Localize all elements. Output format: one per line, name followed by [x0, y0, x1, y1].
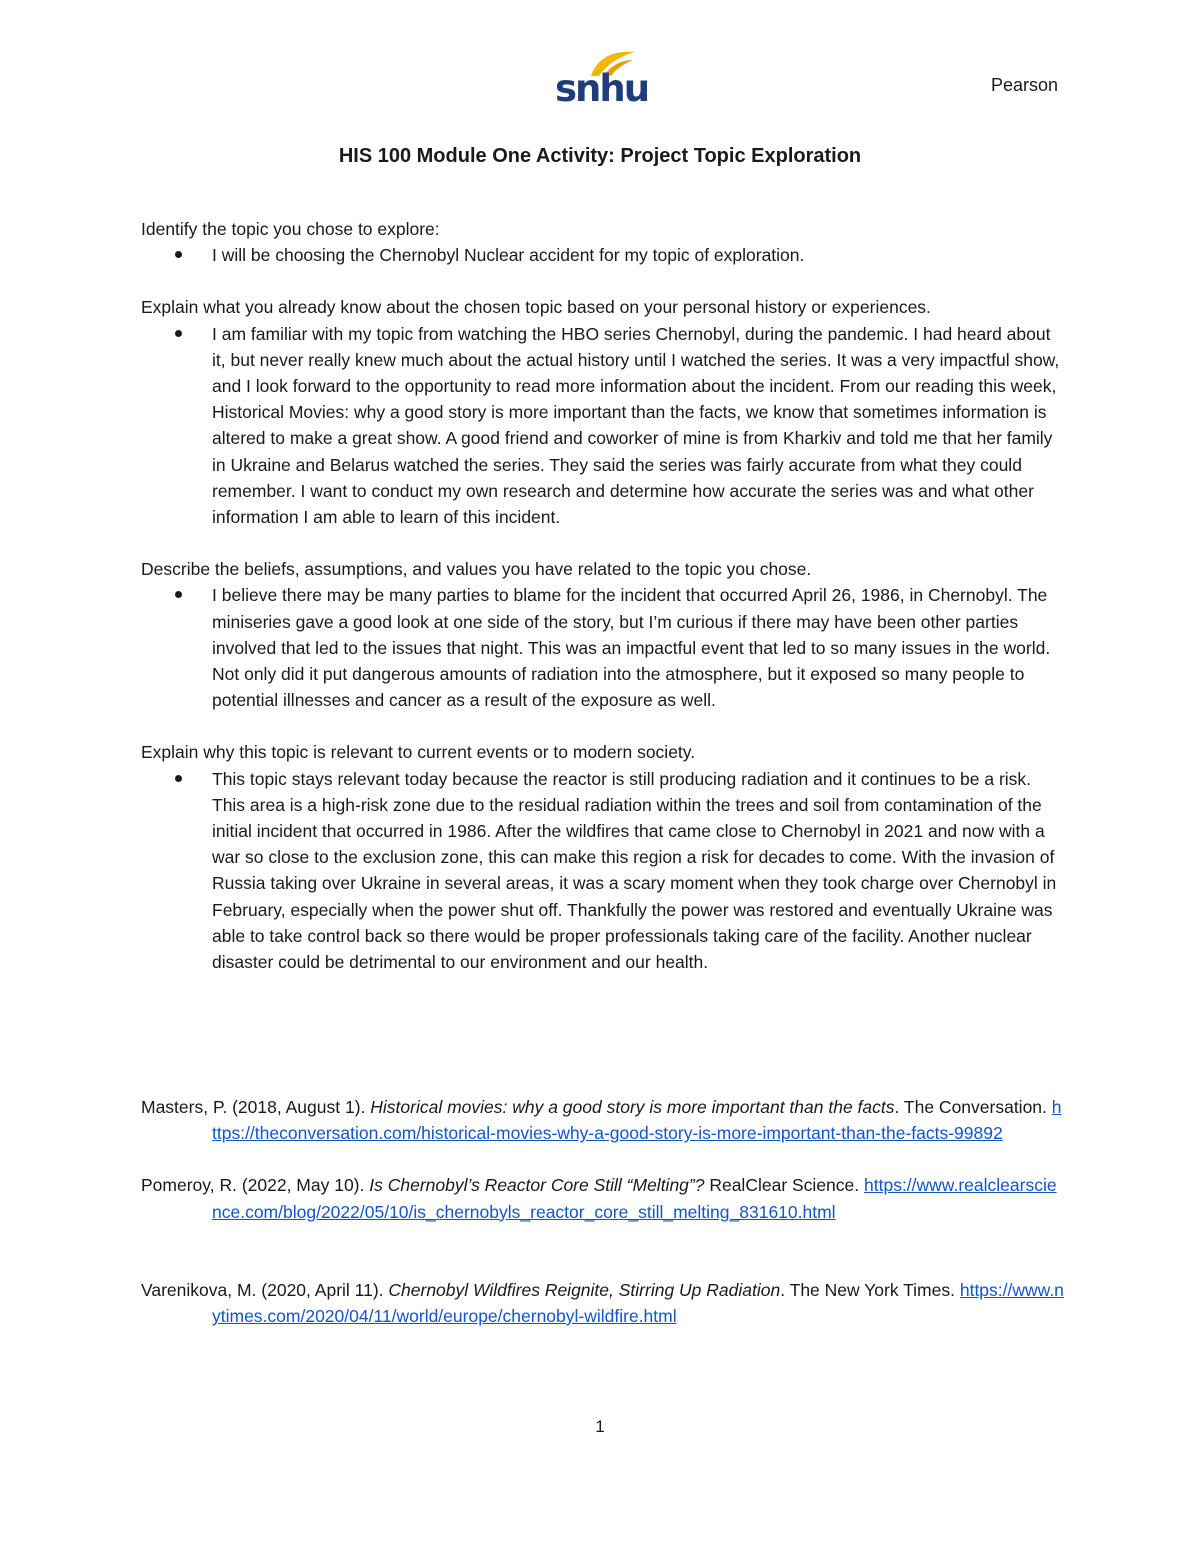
answer-list [141, 582, 1061, 713]
reference-entry [141, 1094, 1066, 1146]
reference-entry [141, 1172, 1066, 1224]
bullet-icon [175, 775, 182, 782]
document-title: HIS 100 Module One Activity: Project Topic Exploration [338, 145, 862, 167]
reference-publisher: . The New York Times. [780, 1279, 960, 1300]
question-prompt: Describe the beliefs, assumptions, and values you have related to the topic you chose. [141, 559, 812, 580]
reference-title: Chernobyl Wildfires Reignite, Stirring Up Radiation [388, 1279, 781, 1300]
reference-publisher: . The Conversation. [894, 1097, 1052, 1117]
question-section [141, 294, 1061, 530]
answer-item [141, 582, 1061, 713]
question-prompt: Explain why this topic is relevant to current events or to modern society. [141, 742, 696, 763]
question-prompt: Identify the topic you chose to explore: [141, 219, 440, 239]
answer-list [141, 242, 1061, 268]
page-number: 1 [595, 1417, 605, 1436]
snhu-logo [555, 48, 649, 110]
question-section [141, 216, 1061, 268]
question-section [141, 556, 1061, 713]
reference-title: Historical movies: why a good story is more important than the facts [370, 1097, 895, 1117]
reference-link[interactable]: https://www.nytimes.com/2020/04/11/world/europe/chernobyl-wildfire.html [212, 1279, 1064, 1327]
question-prompt: Explain what you already know about the chosen topic based on your personal history or experiences. [141, 297, 931, 318]
reference-link[interactable]: https://www.realclearscience.com/blog/2022/05/10/is_chernobyls_reactor_core_still_melting_831610.html [212, 1175, 1057, 1222]
author-name: Pearson [990, 75, 1058, 95]
answer-item [141, 321, 1061, 531]
reference-author: Pomeroy, R. (2022, May 10). [141, 1175, 370, 1196]
logo-wordmark: snhu [555, 67, 649, 110]
reference-publisher: RealClear Science. [704, 1175, 864, 1196]
references [141, 1094, 1066, 1329]
reference-entry [141, 1277, 1066, 1329]
answer-text: I will be choosing the Chernobyl Nuclear accident for my topic of exploration. [212, 245, 805, 266]
reference-author: Varenikova, M. (2020, April 11). [141, 1279, 389, 1300]
document-body [141, 216, 1061, 1001]
answer-text: I believe there may be many parties to blame for the incident that occurred April 26, 1986, in Chernobyl. The miniseries gave a good look at one side of the story, but I’m curious if there may have been other parties involved that led to the issues that night. This was an impactful event that led to so many issues in the world. Not only did it put dangerous amounts of radiation into the atmosphere, but it exposed so many people to potential illnesses and cancer as a result of the exposure as well. [212, 585, 1051, 711]
answer-item [141, 242, 1061, 268]
bullet-icon [175, 330, 182, 337]
answer-list [141, 321, 1061, 531]
answer-item [141, 766, 1061, 976]
answer-list [141, 766, 1061, 976]
reference-link[interactable]: https://theconversation.com/historical-movies-why-a-good-story-is-more-important-than-the-facts-99892 [212, 1097, 1062, 1144]
answer-text: I am familiar with my topic from watching the HBO series Chernobyl, during the pandemic. I had heard about it, but never really knew much about the actual history until I watched the series. It was a very impactful show, and I look forward to the opportunity to read more information about the incident. From our reading this week, Historical Movies: why a good story is more important than the facts, we know that sometimes information is altered to make a great show. A good friend and coworker of mine is from Kharkiv and told me that her family in Ukraine and Belarus watched the series. They said the series was fairly accurate from what they could remember. I want to conduct my own research and determine how accurate the series was and what other information I am able to learn of this incident. [212, 323, 1060, 528]
bullet-icon [175, 591, 182, 598]
bullet-icon [175, 251, 182, 258]
reference-author: Masters, P. (2018, August 1). [141, 1097, 371, 1117]
answer-text: This topic stays relevant today because the reactor is still producing radiation and it continues to be a risk. This area is a high-risk zone due to the residual radiation within the trees and soil from contamination of the initial incident that occurred in 1986. After the wildfires that came close to Chernobyl in 2021 and now with a war so close to the exclusion zone, this can make this region a risk for decades to come. With the invasion of Russia taking over Ukraine in several areas, it was a scary moment when they took charge over Chernobyl in February, especially when the power shut off. Thankfully the power was restored and eventually Ukraine was able to take control back so there would be proper professionals taking care of the facility. Another nuclear disaster could be detrimental to our environment and our health. [212, 768, 1057, 973]
reference-title: Is Chernobyl’s Reactor Core Still “Melting”? [369, 1175, 705, 1196]
question-section [141, 739, 1061, 975]
